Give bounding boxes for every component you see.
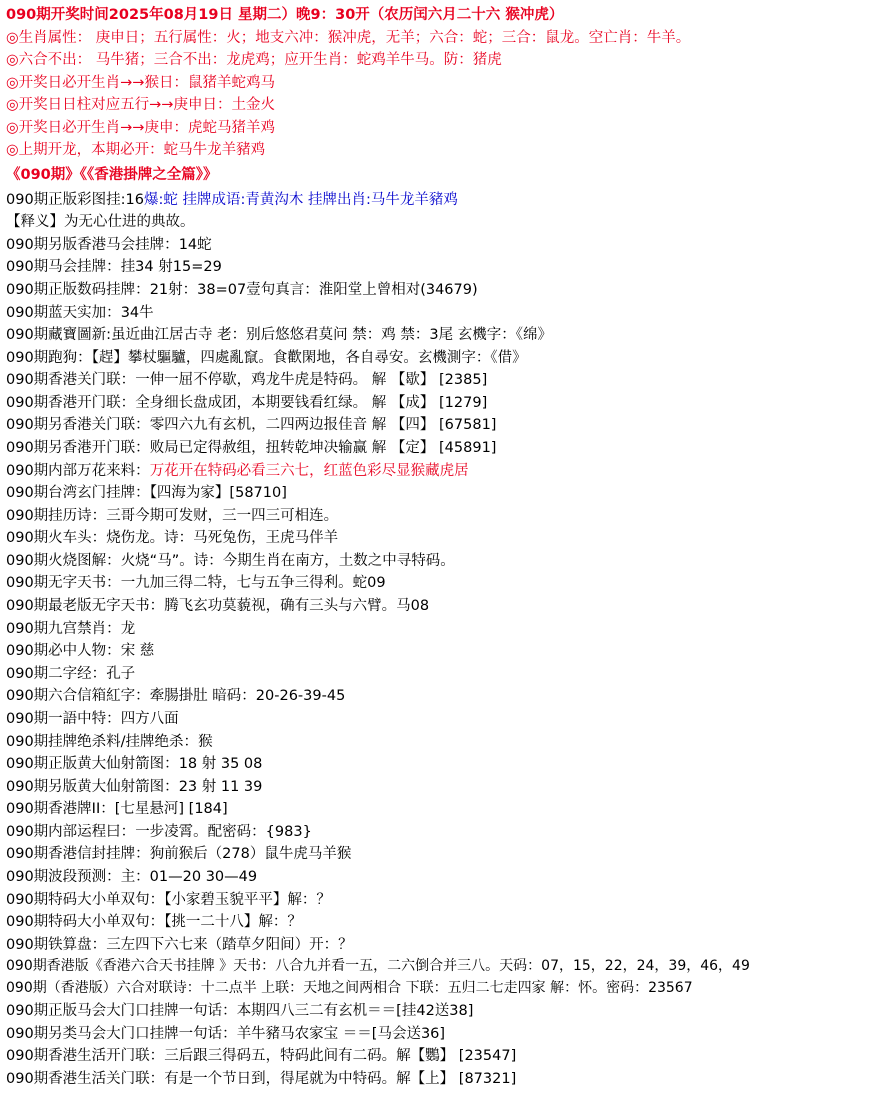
- list-item: [0, 414, 886, 437]
- row-value: 一步凌霄。配密码：{983}: [135, 823, 312, 840]
- row-value: 34牛: [120, 304, 154, 321]
- row-value: 零四六九有玄机，二四两边报佳音 解 【四】 [67581]: [149, 417, 497, 434]
- row-label: 【释义】: [6, 214, 64, 231]
- row-label: 090期正版马会大门口挂牌一句话：: [6, 1003, 237, 1020]
- row-label: 090期波段预测：: [6, 868, 121, 885]
- row-value: 宋 慈: [120, 643, 155, 660]
- section-title: 《090期》《《香港掛牌之全篇》》: [6, 167, 218, 184]
- list-item: [0, 731, 886, 754]
- row-label: 090期香港信封挂牌：: [6, 846, 150, 863]
- list-item: [0, 572, 886, 595]
- row-label: 090期香港开门联：: [6, 394, 136, 411]
- attribute-line-5: ◎开奖日必开生肖→→庚申：虎蛇马猪羊鸡: [6, 119, 275, 136]
- row-value: 有是一个节日到，得尾就为中特码。解【上】 [87321]: [164, 1070, 517, 1087]
- list-item: [0, 911, 886, 934]
- row-value: 十二点半 上联：天地之间两相合 下联：五归二七走四家 解：怀。密码：23567: [200, 980, 693, 997]
- row-label: 090期挂牌绝杀料/挂牌绝杀：: [6, 733, 199, 750]
- list-item: [0, 843, 886, 866]
- row-value: 【小家碧玉貌平平】解：？: [164, 891, 331, 908]
- row-value: 八合九并看一五，二六倒合并三八。天码：07，15，22，24，39，46，49: [275, 958, 750, 975]
- row-label: 090期六合信箱紅字：: [6, 688, 150, 705]
- row-value: 火烧“马”。诗：今期生肖在南方，土数之中寻特码。: [120, 552, 455, 569]
- list-item: [0, 460, 886, 483]
- list-item: [0, 618, 886, 641]
- row-label: 090期另香港开门联：: [6, 439, 150, 456]
- list-item: [0, 753, 886, 776]
- row-value: 21射：38=07壹句真言：淮阳堂上曾相对(34679): [149, 281, 478, 298]
- row-value: 四方八面: [120, 710, 179, 727]
- row-value: 23 射 11 39: [178, 778, 263, 795]
- row-label: 090期正版黄大仙射箭图：: [6, 756, 179, 773]
- list-item: [0, 256, 886, 279]
- row-value: 14蛇: [178, 236, 212, 253]
- list-item: [0, 1000, 886, 1023]
- row-value: 主：01—20 30—49: [120, 868, 258, 885]
- row-value: 一伸一屈不停歇，鸡龙牛虎是特码。 解 【歇】 [2385]: [135, 372, 488, 389]
- row-value: 羊牛豬马农家宝 ＝＝[马会送36]: [236, 1025, 446, 1042]
- row-value: 为无心仕进的典故。: [64, 214, 195, 231]
- list-item: [0, 595, 886, 618]
- list-item: [0, 189, 886, 212]
- row-label: 090期特码大小单双句：: [6, 891, 165, 908]
- row-value: 腾飞玄功莫藐视，确有三头与六臂。马08: [164, 598, 430, 615]
- list-item: [0, 866, 886, 889]
- row-label: 090期香港关门联：: [6, 372, 136, 389]
- list-item: [0, 392, 886, 415]
- row-label: 090期另版香港马会挂牌：: [6, 236, 179, 253]
- row-value: 全身细长盘成团，本期要钱看红绿。 解 【成】 [1279]: [135, 394, 488, 411]
- row-label: 090期内部万花来料：: [6, 462, 150, 479]
- row-label: 090期（香港版）六合对联诗：: [6, 980, 201, 997]
- row-value: 万花开在特码必看三六七，红蓝色彩尽显猴藏虎居: [149, 462, 469, 479]
- row-value: 三哥今期可发财，三一四三可相连。: [106, 507, 339, 524]
- attribute-line-3: ◎开奖日必开生肖→→猴日：鼠猪羊蛇鸡马: [6, 74, 275, 91]
- list-item: [0, 527, 886, 550]
- row-label: 090期香港生活开门联：: [6, 1048, 165, 1065]
- list-item: [0, 1068, 886, 1091]
- row-value: 三左四下六七来（踏草夕阳间）开：？: [106, 936, 353, 953]
- row-label: 090期藏寶圖新:: [6, 327, 112, 344]
- list-item: [0, 369, 886, 392]
- list-item: [0, 482, 886, 505]
- row-label: 090期另版黄大仙射箭图：: [6, 778, 179, 795]
- attribute-line-1: ◎生肖属性： 庚申日；五行属性：火；地支六冲：猴冲虎，无羊；六合：蛇；三合：鼠龙。空亡肖：牛羊。: [6, 29, 691, 46]
- row-value: 【四海为家】[58710]: [149, 485, 287, 502]
- list-item: [0, 798, 886, 821]
- attribute-line-2: ◎六合不出： 马牛猪；三合不出：龙虎鸡；应开生肖：蛇鸡羊牛马。防：猪虎: [6, 52, 502, 69]
- row-value: 虽近曲江居古寺 老：别后悠悠君莫问 禁：鸡 禁：3尾 玄機字：《绵》: [111, 327, 552, 344]
- list-item: [0, 211, 886, 234]
- list-item: [0, 437, 886, 460]
- row-label: 090期火烧图解：: [6, 552, 121, 569]
- list-item: [0, 978, 886, 1000]
- list-item: [0, 550, 886, 573]
- list-item: [0, 234, 886, 257]
- list-item: [0, 934, 886, 957]
- list-item: [0, 324, 886, 347]
- row-label: 090期正版数码挂牌：: [6, 281, 150, 298]
- row-value: 爆:蛇 挂牌成语:青黄沟木 挂牌出肖:马牛龙羊豬鸡: [144, 191, 458, 208]
- row-value: 挂34 射15=29: [120, 259, 222, 276]
- row-label: 090期必中人物：: [6, 643, 121, 660]
- attribute-line-4: ◎开奖日日柱对应五行→→庚申日：土金火: [6, 97, 275, 114]
- row-label: 090期特码大小单双句：: [6, 914, 165, 931]
- row-label: 090期蓝天实加：: [6, 304, 121, 321]
- list-item: [0, 708, 886, 731]
- row-label: 090期挂历诗：: [6, 507, 107, 524]
- list-item: [0, 347, 886, 370]
- row-value: 龙: [120, 620, 136, 637]
- row-label: 090期香港版《香港六合天书挂牌 》天书：: [6, 958, 276, 975]
- list-item: [0, 505, 886, 528]
- list-item: [0, 279, 886, 302]
- row-label: 090期二字经：: [6, 665, 107, 682]
- row-value: 烧伤龙。诗：马死兔伤，王虎马伴羊: [106, 530, 339, 547]
- row-label: 090期内部运程曰：: [6, 823, 136, 840]
- list-item: [0, 889, 886, 912]
- row-label: 090期一語中特：: [6, 710, 121, 727]
- row-value: 孔子: [106, 665, 136, 682]
- row-value: 【挑一二十八】解：？: [164, 914, 302, 931]
- row-value: 【趕】攀杖驅驢，四處亂竄。食歡閑地，各自尋安。玄機測字：《借》: [91, 349, 527, 366]
- list-item: [0, 821, 886, 844]
- list-item: [0, 1045, 886, 1068]
- row-label: 090期九宫禁肖：: [6, 620, 121, 637]
- list-item: [0, 640, 886, 663]
- list-item: [0, 302, 886, 325]
- row-label: 090期台湾玄门挂牌：: [6, 485, 150, 502]
- list-item: [0, 663, 886, 686]
- draw-time-header: 090期开奖时间2025年08月19日 星期二）晚9：30开（农历闰六月二十六 猴冲虎）: [6, 7, 564, 23]
- row-label: 090期最老版无字天书：: [6, 598, 165, 615]
- row-label: 090期香港生活关门联：: [6, 1070, 165, 1087]
- row-value: 18 射 35 08: [178, 756, 263, 773]
- attribute-line-6: ◎上期开龙，本期必开：蛇马牛龙羊豬鸡: [6, 142, 266, 159]
- row-value: 败局已定得赦组，扭转乾坤决输赢 解 【定】 [45891]: [149, 439, 497, 456]
- row-label: 090期正版彩图挂:16: [6, 191, 145, 208]
- row-label: 090期马会挂牌：: [6, 259, 121, 276]
- row-value: [七星悬河] [184]: [114, 801, 228, 818]
- row-value: 牽腸掛肚 暗码：20-26-39-45: [149, 688, 346, 705]
- row-value: 本期四八三二有玄机＝＝[挂42送38]: [236, 1003, 474, 1020]
- row-value: 三后跟三得码五，特码此间有二码。解【鸚】 [23547]: [164, 1048, 517, 1065]
- row-label: 090期另香港关门联：: [6, 417, 150, 434]
- row-value: 狗前猴后（278）鼠牛虎马羊猴: [149, 846, 352, 863]
- list-item: [0, 776, 886, 799]
- row-label: 090期香港牌II：: [6, 801, 115, 818]
- row-label: 090期跑狗：: [6, 349, 92, 366]
- row-label: 090期另类马会大门口挂牌一句话：: [6, 1025, 237, 1042]
- row-value: 一九加三得二特，七与五争三得利。蛇09: [120, 575, 386, 592]
- row-label: 090期无字天书：: [6, 575, 121, 592]
- list-item: [0, 956, 886, 978]
- row-value: 猴: [198, 733, 213, 750]
- row-label: 090期火车头：: [6, 530, 107, 547]
- list-item: [0, 1023, 886, 1046]
- list-item: [0, 685, 886, 708]
- row-label: 090期铁算盘：: [6, 936, 107, 953]
